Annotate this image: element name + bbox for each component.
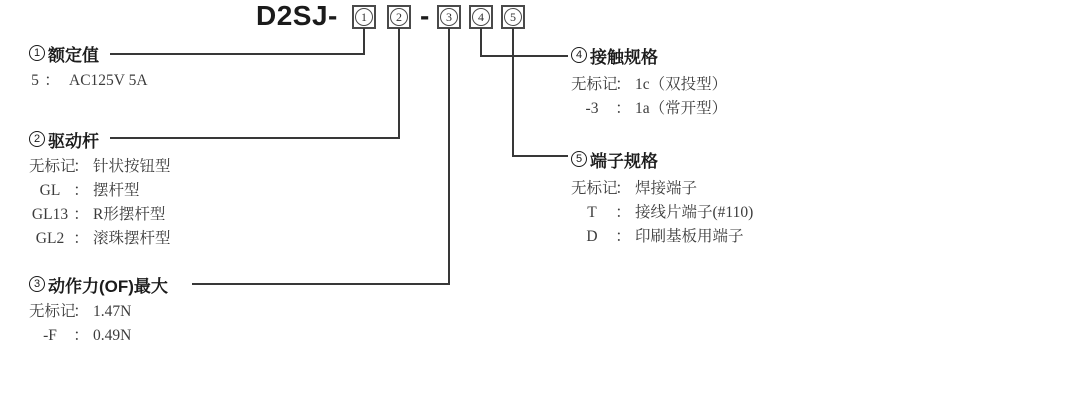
row-value: 1a（常开型）: [635, 100, 728, 117]
legend-row: [571, 73, 727, 97]
row-key: GL2: [35, 230, 65, 247]
row-key: GL13: [31, 206, 69, 223]
row-key: -3: [585, 100, 599, 117]
section-terminal-spec: [571, 149, 753, 249]
row-value: 接线片端子(#110): [635, 204, 754, 221]
section-2-rows: [29, 155, 171, 251]
row-colon: ：: [615, 180, 631, 197]
connector-3-vertical: [448, 28, 450, 285]
legend-row: [571, 97, 727, 121]
model-digit-box-5: [501, 5, 525, 29]
legend-row: [571, 201, 753, 225]
circled-digit-3: [440, 8, 458, 26]
circled-number-1-icon: [29, 45, 45, 61]
legend-row: [29, 203, 171, 227]
row-colon: ：: [73, 206, 89, 223]
legend-row: [571, 225, 753, 249]
connector-2-vertical: [398, 28, 400, 139]
legend-row: [571, 177, 753, 201]
section-5-number: 5: [575, 153, 583, 165]
row-colon: ：: [615, 76, 631, 93]
circled-number-2-icon: [29, 131, 45, 147]
model-digit-box-4: [469, 5, 493, 29]
row-key: 5: [31, 72, 39, 89]
circled-number-5-icon: [571, 151, 587, 167]
section-2-title: 驱动杆: [48, 131, 99, 151]
section-rated-value: [29, 43, 148, 93]
row-value: 0.49N: [93, 327, 132, 344]
connector-1-vertical: [363, 28, 365, 55]
model-digit-box-1: [352, 5, 376, 29]
model-digit-box-3: [437, 5, 461, 29]
section-3-number: 3: [33, 278, 41, 290]
circled-digit-4: [472, 8, 490, 26]
circled-digit-2: [390, 8, 408, 26]
row-value: R形摆杆型: [93, 206, 166, 223]
connector-5-vertical: [512, 28, 514, 157]
row-colon: ：: [73, 182, 89, 199]
row-key: D: [586, 228, 598, 245]
legend-row: [29, 324, 168, 348]
connector-3-horizontal: [192, 283, 450, 285]
legend-row: [29, 300, 168, 324]
row-colon: ：: [73, 230, 89, 247]
digit-4: 4: [478, 9, 484, 24]
legend-row: [29, 155, 171, 179]
section-1-title: 额定值: [48, 45, 99, 65]
row-value: 滚珠摆杆型: [93, 230, 171, 247]
circled-number-4-icon: [571, 47, 587, 63]
section-operating-force: [29, 274, 168, 348]
row-key: 无标记: [29, 158, 76, 175]
row-key: GL: [39, 182, 61, 199]
circled-number-3-icon: [29, 276, 45, 292]
row-value: 1c（双投型）: [635, 76, 728, 93]
digit-2: 2: [396, 9, 402, 24]
row-value: 焊接端子: [635, 180, 698, 197]
row-value: AC125V 5A: [69, 72, 148, 89]
row-value: 摆杆型: [93, 182, 140, 199]
row-colon: ：: [73, 327, 89, 344]
section-4-title: 接触规格: [590, 47, 658, 67]
connector-1-horizontal: [110, 53, 365, 55]
section-contact-form-heading: [571, 45, 727, 65]
section-4-number: 4: [575, 49, 583, 61]
section-2-number: 2: [33, 133, 41, 145]
section-actuator-heading: [29, 129, 171, 149]
row-key: T: [587, 204, 597, 221]
section-operating-force-heading: [29, 274, 168, 294]
digit-1: 1: [361, 9, 367, 24]
row-key: 无标记: [29, 303, 76, 320]
circled-digit-1: [355, 8, 373, 26]
row-colon: ：: [615, 228, 631, 245]
section-actuator: [29, 129, 171, 251]
model-separator-dash: -: [420, 0, 430, 31]
circled-digit-5: [504, 8, 522, 26]
section-1-rows: [29, 69, 148, 93]
row-value: 印刷基板用端子: [635, 228, 744, 245]
section-5-title: 端子规格: [590, 151, 658, 171]
legend-row: [29, 69, 148, 93]
connector-4-vertical: [480, 28, 482, 57]
row-key: 无标记: [571, 76, 618, 93]
digit-3: 3: [446, 9, 452, 24]
section-contact-form: [571, 45, 727, 121]
row-value: 针状按钮型: [93, 158, 171, 175]
row-colon: ：: [615, 204, 631, 221]
section-5-rows: [571, 177, 753, 249]
legend-row: [29, 179, 171, 203]
row-colon: ：: [44, 72, 60, 89]
section-3-title: 动作力(OF)最大: [48, 276, 168, 296]
section-rated-value-heading: [29, 43, 148, 63]
section-1-number: 1: [33, 47, 41, 59]
row-colon: ：: [73, 158, 89, 175]
model-digit-box-2: [387, 5, 411, 29]
digit-5: 5: [510, 9, 516, 24]
legend-row: [29, 227, 171, 251]
connector-4-horizontal: [480, 55, 568, 57]
row-key: -F: [43, 327, 57, 344]
row-colon: ：: [615, 100, 631, 117]
section-3-rows: [29, 300, 168, 348]
row-key: 无标记: [571, 180, 618, 197]
connector-5-horizontal: [512, 155, 568, 157]
row-value: 1.47N: [93, 303, 132, 320]
section-4-rows: [571, 73, 727, 121]
section-terminal-spec-heading: [571, 149, 753, 169]
row-colon: ：: [73, 303, 89, 320]
model-prefix: D2SJ-: [256, 0, 338, 31]
